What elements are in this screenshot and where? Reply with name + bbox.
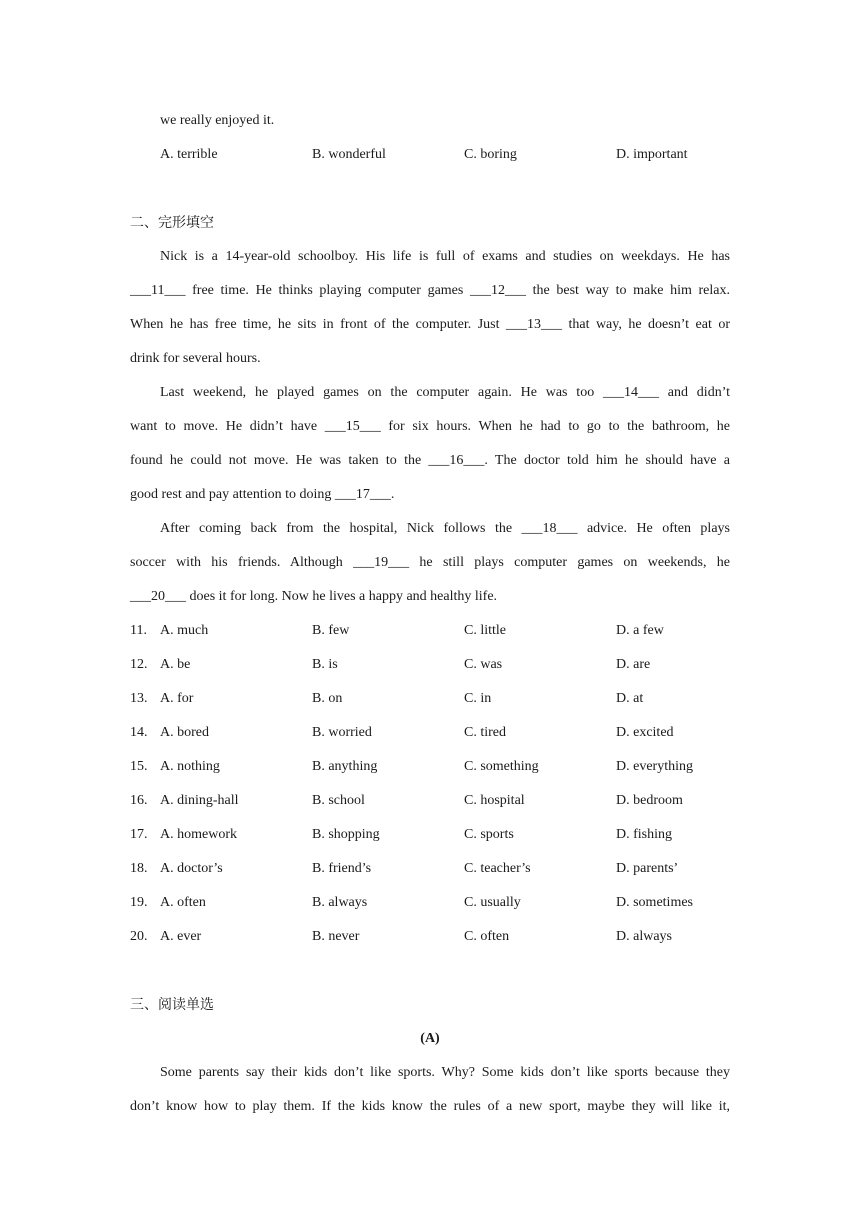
option-a: A. terrible	[160, 147, 218, 162]
option-b: B. never	[312, 929, 360, 944]
prev-question-options	[130, 138, 730, 172]
reading-paragraph	[130, 1056, 730, 1124]
option-c: C. sports	[464, 827, 514, 842]
question-row	[130, 852, 730, 886]
option-c: C. boring	[464, 147, 517, 162]
option-b: B. worried	[312, 725, 372, 740]
question-number: 16.	[130, 793, 148, 808]
section-heading-reading: 三、阅读单选	[130, 997, 214, 1013]
question-number: 19.	[130, 895, 148, 910]
option-c: C. teacher’s	[464, 861, 531, 876]
paragraph-line: drink for several hours.	[130, 351, 261, 366]
option-b: B. always	[312, 895, 368, 910]
cloze-paragraph-1	[130, 240, 730, 376]
prev-question-tail: we really enjoyed it.	[160, 113, 275, 128]
option-b: B. school	[312, 793, 365, 808]
option-b: B. wonderful	[312, 147, 386, 162]
option-c: C. hospital	[464, 793, 525, 808]
option-b: B. friend’s	[312, 861, 372, 876]
question-number: 11.	[130, 623, 147, 638]
option-b: B. is	[312, 657, 338, 672]
question-number: 18.	[130, 861, 148, 876]
option-c: C. something	[464, 759, 539, 774]
question-number: 20.	[130, 929, 148, 944]
option-c: C. often	[464, 929, 510, 944]
option-a: A. for	[160, 691, 194, 706]
option-a: A. be	[160, 657, 191, 672]
paragraph-line: Last weekend, he played games on the computer again. He was too ___14___ and didn’t	[160, 385, 730, 400]
option-d: D. sometimes	[616, 895, 693, 910]
question-row	[130, 920, 730, 954]
question-row	[130, 886, 730, 920]
option-d: D. everything	[616, 759, 693, 774]
paragraph-line: good rest and pay attention to doing ___17___.	[130, 487, 395, 502]
option-a: A. often	[160, 895, 206, 910]
option-c: C. little	[464, 623, 506, 638]
option-d: D. always	[616, 929, 672, 944]
cloze-questions	[130, 614, 730, 954]
option-d: D. excited	[616, 725, 674, 740]
option-b: B. few	[312, 623, 350, 638]
option-d: D. important	[616, 147, 688, 162]
spacer	[130, 172, 730, 206]
passage-label: (A)	[420, 1031, 440, 1046]
option-b: B. shopping	[312, 827, 380, 842]
question-row	[130, 784, 730, 818]
question-number: 13.	[130, 691, 148, 706]
paragraph-line: Some parents say their kids don’t like sports. Why? Some kids don’t like sports because they	[160, 1065, 730, 1080]
option-d: D. are	[616, 657, 651, 672]
option-d: D. parents’	[616, 861, 679, 876]
paragraph-line: ___11___ free time. He thinks playing computer games ___12___ the best way to make him relax.	[130, 283, 730, 298]
option-a: A. doctor’s	[160, 861, 223, 876]
paragraph-line: Nick is a 14-year-old schoolboy. His life is full of exams and studies on weekdays. He has	[160, 249, 730, 264]
option-c: C. was	[464, 657, 503, 672]
question-row	[130, 818, 730, 852]
question-number: 17.	[130, 827, 148, 842]
question-row	[130, 648, 730, 682]
paragraph-line: ___20___ does it for long. Now he lives a happy and healthy life.	[130, 589, 498, 604]
document-page	[130, 104, 730, 1124]
option-b: B. on	[312, 691, 343, 706]
section-heading-cloze: 二、完形填空	[130, 215, 214, 231]
question-number: 14.	[130, 725, 148, 740]
paragraph-line: want to move. He didn’t have ___15___ for six hours. When he had to go to the bathroom, he	[130, 419, 730, 434]
option-c: C. tired	[464, 725, 506, 740]
option-c: C. usually	[464, 895, 521, 910]
question-row	[130, 750, 730, 784]
option-a: A. bored	[160, 725, 209, 740]
option-c: C. in	[464, 691, 492, 706]
question-row	[130, 614, 730, 648]
question-row	[130, 716, 730, 750]
cloze-paragraph-2	[130, 376, 730, 512]
paragraph-line: soccer with his friends. Although ___19___ he still plays computer games on weekends, he	[130, 555, 730, 570]
option-a: A. homework	[160, 827, 237, 842]
cloze-paragraph-3	[130, 512, 730, 614]
option-a: A. ever	[160, 929, 202, 944]
paragraph-line: When he has free time, he sits in front of the computer. Just ___13___ that way, he doesn’t eat or	[130, 317, 730, 332]
option-a: A. nothing	[160, 759, 220, 774]
question-row	[130, 682, 730, 716]
question-number: 12.	[130, 657, 148, 672]
option-d: D. at	[616, 691, 644, 706]
paragraph-line: don’t know how to play them. If the kids know the rules of a new sport, maybe they will like it,	[130, 1099, 730, 1114]
paragraph-line: found he could not move. He was taken to the ___16___. The doctor told him he should have a	[130, 453, 730, 468]
option-d: D. bedroom	[616, 793, 683, 808]
option-a: A. dining-hall	[160, 793, 239, 808]
option-a: A. much	[160, 623, 209, 638]
option-b: B. anything	[312, 759, 378, 774]
option-d: D. fishing	[616, 827, 672, 842]
paragraph-line: After coming back from the hospital, Nick follows the ___18___ advice. He often plays	[160, 521, 730, 536]
spacer	[130, 954, 730, 988]
question-number: 15.	[130, 759, 148, 774]
option-d: D. a few	[616, 623, 664, 638]
